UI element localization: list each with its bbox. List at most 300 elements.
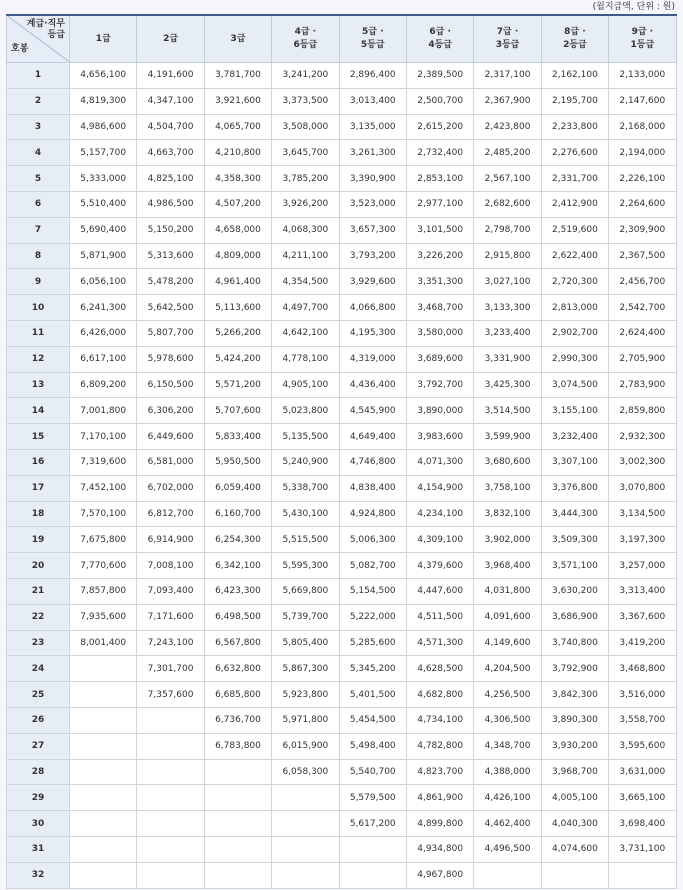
salary-cell: 6,617,100 [70, 346, 137, 372]
corner-header [7, 15, 70, 63]
salary-cell: 3,101,500 [406, 217, 473, 243]
salary-cell: 4,734,100 [406, 707, 473, 733]
salary-cell: 3,331,900 [474, 346, 541, 372]
salary-cell: 4,319,000 [339, 346, 406, 372]
salary-cell: 3,257,000 [609, 553, 676, 579]
salary-cell: 8,001,400 [70, 630, 137, 656]
salary-cell: 3,842,300 [541, 682, 608, 708]
salary-cell: 3,425,300 [474, 372, 541, 398]
step-cell: 12 [7, 346, 70, 372]
step-cell: 25 [7, 682, 70, 708]
salary-cell: 4,782,800 [406, 733, 473, 759]
table-row [7, 346, 677, 372]
salary-cell: 2,317,100 [474, 63, 541, 89]
salary-cell: 3,133,300 [474, 295, 541, 321]
salary-cell: 3,313,400 [609, 578, 676, 604]
salary-cell [137, 811, 204, 837]
step-cell: 30 [7, 811, 70, 837]
salary-cell: 4,040,300 [541, 811, 608, 837]
grade-header [474, 15, 541, 63]
corner-step-label: 호봉 [11, 44, 29, 54]
salary-cell: 4,496,500 [474, 836, 541, 862]
step-cell: 32 [7, 862, 70, 888]
salary-cell: 4,507,200 [204, 191, 271, 217]
grade-header [541, 15, 608, 63]
salary-cell: 2,309,900 [609, 217, 676, 243]
salary-cell: 4,426,100 [474, 785, 541, 811]
salary-cell: 2,624,400 [609, 320, 676, 346]
table-row [7, 449, 677, 475]
salary-cell: 4,071,300 [406, 449, 473, 475]
salary-cell: 5,867,300 [272, 656, 339, 682]
table-row [7, 166, 677, 192]
salary-cell: 2,567,100 [474, 166, 541, 192]
salary-cell: 5,923,800 [272, 682, 339, 708]
salary-cell: 5,240,900 [272, 449, 339, 475]
step-cell: 5 [7, 166, 70, 192]
salary-cell: 2,977,100 [406, 191, 473, 217]
grade-header [272, 15, 339, 63]
table-row [7, 269, 677, 295]
salary-cell: 4,436,400 [339, 372, 406, 398]
salary-cell: 4,825,100 [137, 166, 204, 192]
table-row [7, 501, 677, 527]
salary-cell: 6,423,300 [204, 578, 271, 604]
salary-cell: 5,871,900 [70, 243, 137, 269]
grade-header-line: 2급 [163, 33, 179, 44]
step-cell: 6 [7, 191, 70, 217]
salary-cell: 5,266,200 [204, 320, 271, 346]
salary-cell: 3,630,200 [541, 578, 608, 604]
salary-cell: 3,785,200 [272, 166, 339, 192]
table-row [7, 862, 677, 888]
salary-cell: 3,890,300 [541, 707, 608, 733]
salary-cell: 2,456,700 [609, 269, 676, 295]
grade-header [406, 15, 473, 63]
salary-cell: 3,070,800 [609, 475, 676, 501]
salary-cell: 3,307,100 [541, 449, 608, 475]
salary-cell: 3,657,300 [339, 217, 406, 243]
salary-cell: 3,781,700 [204, 63, 271, 89]
table-row [7, 320, 677, 346]
salary-cell: 5,454,500 [339, 707, 406, 733]
salary-cell: 6,567,800 [204, 630, 271, 656]
grade-header [339, 15, 406, 63]
salary-cell: 6,449,600 [137, 424, 204, 450]
salary-table [6, 14, 677, 889]
salary-cell: 7,301,700 [137, 656, 204, 682]
salary-cell: 6,241,300 [70, 295, 137, 321]
salary-cell: 3,367,600 [609, 604, 676, 630]
salary-cell: 3,351,300 [406, 269, 473, 295]
corner-grade-line-1: 계급·직무 [26, 19, 65, 29]
unit-note: (월지급액, 단위 : 원) [592, 2, 675, 12]
salary-cell: 7,675,800 [70, 527, 137, 553]
salary-cell: 4,358,300 [204, 166, 271, 192]
salary-cell: 4,497,700 [272, 295, 339, 321]
salary-cell: 5,739,700 [272, 604, 339, 630]
salary-cell: 5,333,000 [70, 166, 137, 192]
salary-cell [272, 785, 339, 811]
grade-header-line: 4등급 [428, 40, 452, 50]
salary-cell: 3,523,000 [339, 191, 406, 217]
salary-cell: 3,508,000 [272, 114, 339, 140]
salary-cell: 2,615,200 [406, 114, 473, 140]
salary-cell: 5,669,800 [272, 578, 339, 604]
salary-cell: 2,367,500 [609, 243, 676, 269]
salary-cell [272, 811, 339, 837]
table-row [7, 475, 677, 501]
salary-cell: 5,430,100 [272, 501, 339, 527]
salary-cell: 6,058,300 [272, 759, 339, 785]
salary-cell: 2,783,900 [609, 372, 676, 398]
step-cell: 13 [7, 372, 70, 398]
salary-cell [541, 862, 608, 888]
salary-cell: 3,241,200 [272, 63, 339, 89]
salary-cell: 3,514,500 [474, 398, 541, 424]
step-cell: 28 [7, 759, 70, 785]
salary-cell: 2,542,700 [609, 295, 676, 321]
step-cell: 24 [7, 656, 70, 682]
salary-cell: 4,861,900 [406, 785, 473, 811]
salary-cell: 3,027,100 [474, 269, 541, 295]
table-row [7, 372, 677, 398]
salary-cell: 3,686,900 [541, 604, 608, 630]
salary-cell: 4,819,300 [70, 88, 137, 114]
salary-cell: 7,935,600 [70, 604, 137, 630]
grade-header-line: 2등급 [563, 40, 587, 50]
salary-cell: 5,338,700 [272, 475, 339, 501]
table-row [7, 604, 677, 630]
table-row [7, 114, 677, 140]
salary-cell: 3,930,200 [541, 733, 608, 759]
salary-cell: 6,685,800 [204, 682, 271, 708]
salary-cell: 3,134,500 [609, 501, 676, 527]
salary-cell: 4,986,600 [70, 114, 137, 140]
salary-cell [137, 759, 204, 785]
salary-cell: 5,540,700 [339, 759, 406, 785]
salary-cell [70, 707, 137, 733]
salary-cell: 5,510,400 [70, 191, 137, 217]
salary-cell: 4,210,800 [204, 140, 271, 166]
salary-cell: 2,276,600 [541, 140, 608, 166]
salary-cell: 3,731,100 [609, 836, 676, 862]
grade-header-line: 9급 · [631, 27, 654, 37]
salary-cell: 4,091,600 [474, 604, 541, 630]
salary-cell: 5,154,500 [339, 578, 406, 604]
salary-cell: 5,478,200 [137, 269, 204, 295]
salary-cell: 2,133,000 [609, 63, 676, 89]
salary-cell: 6,150,500 [137, 372, 204, 398]
table-row [7, 630, 677, 656]
salary-cell: 4,545,900 [339, 398, 406, 424]
salary-cell: 6,783,800 [204, 733, 271, 759]
salary-cell: 3,758,100 [474, 475, 541, 501]
salary-cell: 5,222,000 [339, 604, 406, 630]
salary-cell [137, 836, 204, 862]
salary-cell: 2,622,400 [541, 243, 608, 269]
salary-cell: 6,056,100 [70, 269, 137, 295]
step-cell: 26 [7, 707, 70, 733]
grade-header-line: 1급 [95, 33, 111, 44]
table-row [7, 682, 677, 708]
grade-header-line: 3급 [230, 33, 246, 44]
grade-header [204, 15, 271, 63]
salary-cell [70, 733, 137, 759]
grade-header-line: 1등급 [630, 40, 655, 50]
salary-cell: 4,656,100 [70, 63, 137, 89]
salary-cell: 5,285,600 [339, 630, 406, 656]
table-row [7, 785, 677, 811]
salary-cell: 2,902,700 [541, 320, 608, 346]
salary-cell [272, 862, 339, 888]
salary-cell: 5,950,500 [204, 449, 271, 475]
salary-cell: 3,595,600 [609, 733, 676, 759]
salary-cell: 4,074,600 [541, 836, 608, 862]
salary-cell: 2,682,600 [474, 191, 541, 217]
salary-cell: 5,642,500 [137, 295, 204, 321]
salary-cell: 4,746,800 [339, 449, 406, 475]
salary-cell: 4,628,500 [406, 656, 473, 682]
salary-cell: 4,823,700 [406, 759, 473, 785]
step-cell: 8 [7, 243, 70, 269]
salary-cell: 3,013,400 [339, 88, 406, 114]
salary-cell: 6,059,400 [204, 475, 271, 501]
salary-cell: 3,599,900 [474, 424, 541, 450]
step-cell: 31 [7, 836, 70, 862]
grade-header-line: 6급 · [429, 27, 451, 37]
table-row [7, 759, 677, 785]
salary-cell: 3,983,600 [406, 424, 473, 450]
salary-cell: 2,195,700 [541, 88, 608, 114]
salary-cell: 6,498,500 [204, 604, 271, 630]
salary-cell: 2,412,900 [541, 191, 608, 217]
salary-cell: 3,468,800 [609, 656, 676, 682]
salary-cell [204, 862, 271, 888]
table-row [7, 656, 677, 682]
salary-cell: 5,006,300 [339, 527, 406, 553]
salary-cell: 5,807,700 [137, 320, 204, 346]
salary-cell: 4,388,000 [474, 759, 541, 785]
salary-cell: 4,663,700 [137, 140, 204, 166]
salary-cell: 7,170,100 [70, 424, 137, 450]
step-cell: 22 [7, 604, 70, 630]
salary-cell: 6,254,300 [204, 527, 271, 553]
salary-cell: 5,135,500 [272, 424, 339, 450]
step-cell: 4 [7, 140, 70, 166]
salary-cell: 4,348,700 [474, 733, 541, 759]
salary-cell: 2,147,600 [609, 88, 676, 114]
salary-cell [204, 785, 271, 811]
salary-cell [339, 862, 406, 888]
salary-cell: 2,367,900 [474, 88, 541, 114]
table-row [7, 836, 677, 862]
salary-cell: 5,707,600 [204, 398, 271, 424]
salary-cell: 6,702,000 [137, 475, 204, 501]
salary-cell: 7,001,800 [70, 398, 137, 424]
salary-cell [474, 862, 541, 888]
salary-cell: 4,211,100 [272, 243, 339, 269]
table-row [7, 553, 677, 579]
table-row [7, 733, 677, 759]
salary-cell: 3,689,600 [406, 346, 473, 372]
salary-cell: 4,838,400 [339, 475, 406, 501]
step-cell: 11 [7, 320, 70, 346]
salary-cell: 7,452,100 [70, 475, 137, 501]
salary-cell: 4,379,600 [406, 553, 473, 579]
table-row [7, 527, 677, 553]
salary-cell: 5,579,500 [339, 785, 406, 811]
salary-cell: 3,135,000 [339, 114, 406, 140]
salary-cell: 2,932,300 [609, 424, 676, 450]
salary-cell: 3,390,900 [339, 166, 406, 192]
step-cell: 20 [7, 553, 70, 579]
salary-cell: 7,171,600 [137, 604, 204, 630]
salary-cell: 7,243,100 [137, 630, 204, 656]
salary-cell: 6,342,100 [204, 553, 271, 579]
salary-cell: 5,617,200 [339, 811, 406, 837]
step-cell: 18 [7, 501, 70, 527]
salary-cell: 5,978,600 [137, 346, 204, 372]
step-cell: 14 [7, 398, 70, 424]
salary-cell: 4,571,300 [406, 630, 473, 656]
salary-cell: 7,093,400 [137, 578, 204, 604]
salary-cell: 5,971,800 [272, 707, 339, 733]
salary-cell: 4,204,500 [474, 656, 541, 682]
salary-cell: 5,023,800 [272, 398, 339, 424]
salary-cell: 4,961,400 [204, 269, 271, 295]
salary-cell: 3,792,700 [406, 372, 473, 398]
salary-cell: 3,793,200 [339, 243, 406, 269]
salary-cell: 4,154,900 [406, 475, 473, 501]
table-row [7, 295, 677, 321]
step-cell: 16 [7, 449, 70, 475]
salary-cell: 4,462,400 [474, 811, 541, 837]
salary-cell: 2,423,800 [474, 114, 541, 140]
salary-cell: 2,233,800 [541, 114, 608, 140]
salary-cell: 3,580,000 [406, 320, 473, 346]
salary-cell: 5,345,200 [339, 656, 406, 682]
step-cell: 10 [7, 295, 70, 321]
salary-cell: 3,926,200 [272, 191, 339, 217]
table-row [7, 578, 677, 604]
step-cell: 3 [7, 114, 70, 140]
corner-grade-line-2: 등급 [47, 30, 65, 40]
salary-cell: 4,924,800 [339, 501, 406, 527]
salary-cell: 3,468,700 [406, 295, 473, 321]
salary-cell: 7,357,600 [137, 682, 204, 708]
salary-cell: 3,002,300 [609, 449, 676, 475]
salary-cell: 2,331,700 [541, 166, 608, 192]
salary-cell [70, 836, 137, 862]
salary-cell: 3,698,400 [609, 811, 676, 837]
salary-cell: 4,191,600 [137, 63, 204, 89]
salary-cell: 6,736,700 [204, 707, 271, 733]
salary-cell: 5,401,500 [339, 682, 406, 708]
salary-cell: 2,389,500 [406, 63, 473, 89]
table-row [7, 398, 677, 424]
salary-cell: 2,485,200 [474, 140, 541, 166]
salary-cell: 4,347,100 [137, 88, 204, 114]
salary-cell: 5,595,300 [272, 553, 339, 579]
salary-cell: 5,113,600 [204, 295, 271, 321]
table-row [7, 424, 677, 450]
salary-cell: 4,934,800 [406, 836, 473, 862]
salary-cell: 6,632,800 [204, 656, 271, 682]
salary-cell: 2,194,000 [609, 140, 676, 166]
step-cell: 7 [7, 217, 70, 243]
salary-cell: 5,833,400 [204, 424, 271, 450]
salary-cell: 3,509,300 [541, 527, 608, 553]
salary-cell: 4,309,100 [406, 527, 473, 553]
table-row [7, 88, 677, 114]
salary-cell: 7,857,800 [70, 578, 137, 604]
salary-cell: 5,157,700 [70, 140, 137, 166]
salary-cell: 4,899,800 [406, 811, 473, 837]
salary-cell: 2,720,300 [541, 269, 608, 295]
salary-cell: 3,792,900 [541, 656, 608, 682]
salary-cell [339, 836, 406, 862]
salary-cell: 3,232,400 [541, 424, 608, 450]
salary-cell: 4,682,800 [406, 682, 473, 708]
salary-cell: 3,197,300 [609, 527, 676, 553]
grade-header-line: 5등급 [360, 40, 385, 50]
salary-cell: 5,690,400 [70, 217, 137, 243]
salary-cell: 3,233,400 [474, 320, 541, 346]
salary-cell: 4,256,500 [474, 682, 541, 708]
salary-cell: 5,571,200 [204, 372, 271, 398]
salary-cell: 3,155,100 [541, 398, 608, 424]
salary-cell: 4,068,300 [272, 217, 339, 243]
salary-cell: 2,915,800 [474, 243, 541, 269]
salary-cell [137, 733, 204, 759]
salary-cell: 4,809,000 [204, 243, 271, 269]
salary-cell: 2,500,700 [406, 88, 473, 114]
salary-cell [272, 836, 339, 862]
salary-cell: 7,770,600 [70, 553, 137, 579]
salary-cell: 3,680,600 [474, 449, 541, 475]
salary-cell: 2,813,000 [541, 295, 608, 321]
salary-cell: 3,929,600 [339, 269, 406, 295]
step-cell: 17 [7, 475, 70, 501]
salary-cell: 4,066,800 [339, 295, 406, 321]
salary-cell: 4,031,800 [474, 578, 541, 604]
salary-cell: 4,149,600 [474, 630, 541, 656]
grade-header-line: 3등급 [495, 40, 520, 50]
salary-cell: 4,986,500 [137, 191, 204, 217]
salary-cell: 4,234,100 [406, 501, 473, 527]
step-cell: 2 [7, 88, 70, 114]
salary-cell: 2,162,100 [541, 63, 608, 89]
salary-cell: 2,705,900 [609, 346, 676, 372]
salary-cell [70, 862, 137, 888]
salary-cell: 7,008,100 [137, 553, 204, 579]
salary-cell: 4,967,800 [406, 862, 473, 888]
grade-header-line: 6등급 [293, 40, 318, 50]
salary-cell [70, 656, 137, 682]
salary-cell: 5,424,200 [204, 346, 271, 372]
salary-cell [70, 759, 137, 785]
salary-cell: 2,226,100 [609, 166, 676, 192]
salary-cell: 6,306,200 [137, 398, 204, 424]
salary-cell [204, 811, 271, 837]
salary-cell: 5,515,500 [272, 527, 339, 553]
salary-cell: 3,444,300 [541, 501, 608, 527]
salary-cell: 6,812,700 [137, 501, 204, 527]
salary-cell: 3,571,100 [541, 553, 608, 579]
salary-cell: 4,504,700 [137, 114, 204, 140]
salary-cell: 3,968,700 [541, 759, 608, 785]
